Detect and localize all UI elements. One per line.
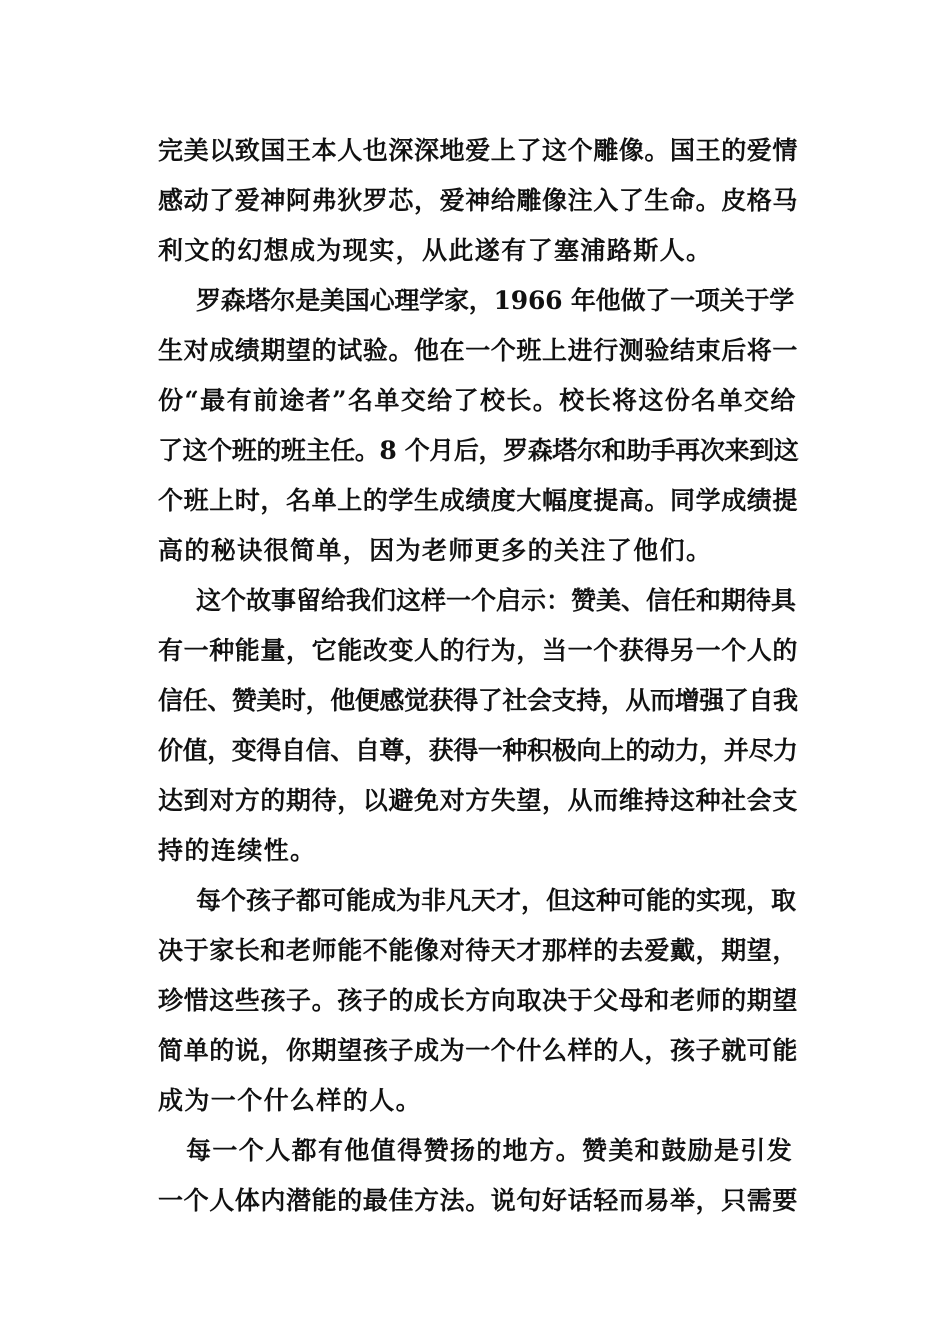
text-line: 简单的说，你期望孩子成为一个什么样的人，孩子就可能 bbox=[158, 1036, 799, 1065]
text-line: 有一种能量，它能改变人的行为，当一个获得另一个人的 bbox=[158, 636, 799, 665]
text-line: 完美以致国王本人也深深地爱上了这个雕像。国王的爱情 bbox=[158, 136, 799, 165]
paragraph-start-line: 每个孩子都可能成为非凡天才，但这种可能的实现，取 bbox=[196, 886, 797, 915]
text-line: 了这个班的班主任。8 个月后，罗森塔尔和助手再次来到这 bbox=[158, 436, 799, 465]
text-line: 达到对方的期待，以避免对方失望，从而维持这种社会支 bbox=[158, 786, 799, 815]
paragraph-start-line: 每一个人都有他值得赞扬的地方。赞美和鼓励是引发 bbox=[186, 1136, 794, 1165]
text-line: 信任、赞美时，他便感觉获得了社会支持，从而增强了自我 bbox=[158, 686, 798, 715]
text-line: 珍惜这些孩子。孩子的成长方向取决于父母和老师的期望 bbox=[158, 986, 799, 1015]
text-line: 感动了爱神阿弗狄罗芯，爱神给雕像注入了生命。皮格马 bbox=[158, 186, 799, 215]
text-line: 一个人体内潜能的最佳方法。说句好话轻而易举，只需要 bbox=[158, 1186, 799, 1215]
paragraph-start-line: 这个故事留给我们这样一个启示：赞美、信任和期待具 bbox=[196, 586, 797, 615]
text-line: 生对成绩期望的试验。他在一个班上进行测验结束后将一 bbox=[158, 336, 799, 365]
text-line: 决于家长和老师能不能像对待天才那样的去爱戴，期望， bbox=[158, 936, 799, 965]
text-line: 价值，变得自信、自尊，获得一种积极向上的动力，并尽力 bbox=[158, 736, 798, 765]
text-line: 个班上时，名单上的学生成绩度大幅度提高。同学成绩提 bbox=[158, 486, 799, 515]
paragraph-start-line: 罗森塔尔是美国心理学家，1966 年他做了一项关于学 bbox=[196, 286, 795, 315]
text-line: 持的连续性。 bbox=[158, 836, 317, 865]
text-line: 份“最有前途者”名单交给了校长。校长将这份名单交给 bbox=[158, 386, 797, 415]
text-line: 高的秘诀很简单，因为老师更多的关注了他们。 bbox=[158, 536, 713, 565]
text-line: 成为一个什么样的人。 bbox=[158, 1086, 423, 1115]
text-line: 利文的幻想成为现实，从此遂有了塞浦路斯人。 bbox=[158, 236, 713, 265]
